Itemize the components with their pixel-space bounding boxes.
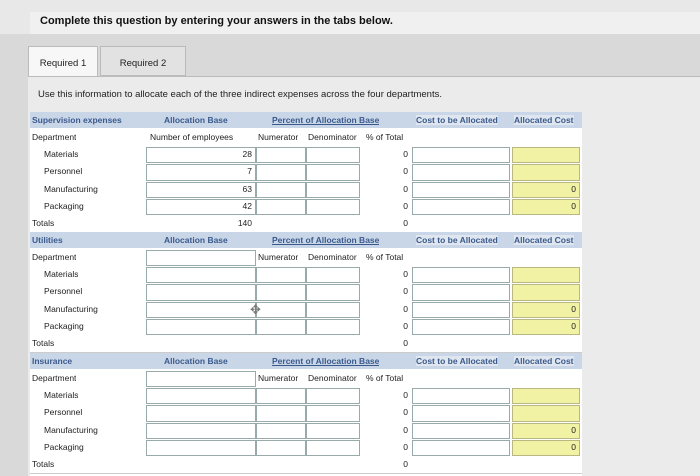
pct-total-label: % of Total (366, 373, 404, 383)
denominator-input[interactable] (306, 199, 360, 215)
numerator-input[interactable] (256, 147, 306, 163)
percent-allocation-header: Percent of Allocation Base (272, 115, 380, 125)
cost-to-be-allocated-input[interactable] (412, 147, 510, 163)
allocation-base-input[interactable] (146, 405, 256, 421)
denominator-input[interactable] (306, 319, 360, 335)
cost-to-be-allocated-input[interactable] (412, 164, 510, 180)
row-divider (30, 473, 582, 474)
section-title: Supervision expenses (32, 115, 122, 125)
denominator-label: Denominator (308, 373, 357, 383)
allocated-cost-header: Allocated Cost (514, 115, 574, 125)
allocated-cost-value: 0 (571, 441, 576, 452)
pct-total-value: 0 (403, 303, 408, 314)
pct-total-value: 0 (403, 183, 408, 194)
department-label: Department (32, 252, 77, 262)
numerator-input[interactable] (256, 302, 306, 318)
allocated-cost-cell (512, 405, 580, 421)
department-name: Materials (44, 149, 79, 160)
department-label: Department (32, 132, 77, 142)
department-name: Personnel (44, 166, 83, 177)
allocation-base-input[interactable] (146, 423, 256, 439)
department-name: Manufacturing (44, 303, 98, 314)
denominator-input[interactable] (306, 147, 360, 163)
move-cursor-icon: ✥ (250, 302, 261, 317)
allocation-base-header: Allocation Base (164, 356, 228, 366)
allocated-cost-header: Allocated Cost (514, 235, 574, 245)
allocated-cost-value: 0 (571, 200, 576, 211)
denominator-label: Denominator (308, 252, 357, 262)
allocation-base-value: 28 (242, 149, 252, 160)
denominator-input[interactable] (306, 267, 360, 283)
pct-total-value: 0 (403, 166, 408, 177)
numerator-input[interactable] (256, 284, 306, 300)
allocated-cost-value: 0 (571, 303, 576, 314)
allocation-table (30, 112, 582, 476)
tab-required-1[interactable]: Required 1 (28, 46, 98, 76)
cost-to-be-allocated-input[interactable] (412, 267, 510, 283)
allocation-base-input[interactable] (146, 371, 256, 387)
allocation-base-value: 42 (242, 200, 252, 211)
allocation-base-input[interactable] (146, 284, 256, 300)
percent-allocation-header: Percent of Allocation Base (272, 356, 380, 366)
cost-to-be-allocated-input[interactable] (412, 182, 510, 198)
tab-required-2[interactable]: Required 2 (100, 46, 186, 76)
allocated-cost-value: 0 (571, 183, 576, 194)
cost-to-be-allocated-header: Cost to be Allocated (416, 356, 498, 366)
allocation-base-input[interactable] (146, 440, 256, 456)
numerator-input[interactable] (256, 423, 306, 439)
denominator-input[interactable] (306, 423, 360, 439)
allocation-base-input[interactable] (146, 250, 256, 266)
pct-total-value: 0 (403, 390, 408, 401)
numerator-input[interactable] (256, 405, 306, 421)
department-name: Packaging (44, 200, 84, 211)
numerator-input[interactable] (256, 267, 306, 283)
allocated-cost-cell (512, 267, 580, 283)
total-base-value: 140 (237, 218, 252, 228)
allocation-base-input[interactable] (146, 302, 256, 318)
numerator-input[interactable] (256, 182, 306, 198)
department-name: Materials (44, 390, 79, 401)
numerator-input[interactable] (256, 199, 306, 215)
cost-to-be-allocated-header: Cost to be Allocated (416, 235, 498, 245)
instructions: Use this information to allocate each of the three indirect expenses across the four departments. (38, 89, 442, 100)
denominator-input[interactable] (306, 440, 360, 456)
numerator-input[interactable] (256, 319, 306, 335)
allocation-base-header: Allocation Base (164, 235, 228, 245)
cost-to-be-allocated-header: Cost to be Allocated (416, 115, 498, 125)
denominator-input[interactable] (306, 284, 360, 300)
pct-total-sum: 0 (403, 459, 408, 469)
pct-total-value: 0 (403, 424, 408, 435)
pct-total-value: 0 (403, 441, 408, 452)
percent-allocation-header: Percent of Allocation Base (272, 235, 380, 245)
allocation-base-input[interactable] (146, 319, 256, 335)
numerator-input[interactable] (256, 388, 306, 404)
allocation-base-input[interactable] (146, 388, 256, 404)
department-name: Personnel (44, 407, 83, 418)
denominator-input[interactable] (306, 182, 360, 198)
question-banner: Complete this question by entering your answers in the tabs below. (30, 12, 700, 34)
department-name: Packaging (44, 441, 84, 452)
numerator-input[interactable] (256, 440, 306, 456)
section-title: Insurance (32, 356, 73, 366)
cost-to-be-allocated-input[interactable] (412, 302, 510, 318)
allocation-base-input[interactable] (146, 267, 256, 283)
pct-total-value: 0 (403, 269, 408, 280)
pct-total-sum: 0 (403, 218, 408, 228)
numerator-label: Numerator (258, 132, 299, 142)
pct-total-value: 0 (403, 407, 408, 418)
numerator-label: Numerator (258, 252, 299, 262)
pct-total-value: 0 (403, 149, 408, 160)
allocated-cost-cell (512, 388, 580, 404)
allocated-cost-cell (512, 147, 580, 163)
denominator-input[interactable] (306, 302, 360, 318)
cost-to-be-allocated-input[interactable] (412, 405, 510, 421)
totals-label: Totals (32, 459, 55, 469)
department-name: Packaging (44, 320, 84, 331)
allocated-cost-value: 0 (571, 424, 576, 435)
cost-to-be-allocated-input[interactable] (412, 388, 510, 404)
denominator-input[interactable] (306, 164, 360, 180)
cost-to-be-allocated-input[interactable] (412, 423, 510, 439)
section-title: Utilities (32, 235, 63, 245)
department-name: Personnel (44, 286, 83, 297)
allocated-cost-cell (512, 164, 580, 180)
allocated-cost-cell (512, 284, 580, 300)
cost-to-be-allocated-input[interactable] (412, 284, 510, 300)
cost-to-be-allocated-input[interactable] (412, 319, 510, 335)
department-name: Manufacturing (44, 183, 98, 194)
pct-total-value: 0 (403, 200, 408, 211)
denominator-input[interactable] (306, 388, 360, 404)
department-name: Materials (44, 269, 79, 280)
allocation-base-header: Allocation Base (164, 115, 228, 125)
department-name: Manufacturing (44, 424, 98, 435)
cost-to-be-allocated-input[interactable] (412, 199, 510, 215)
denominator-label: Denominator (308, 132, 357, 142)
allocation-base-value: 7 (247, 166, 252, 177)
allocation-base-value: 63 (242, 183, 252, 194)
pct-total-value: 0 (403, 286, 408, 297)
pct-total-label: % of Total (366, 132, 404, 142)
allocated-cost-value: 0 (571, 320, 576, 331)
cost-to-be-allocated-input[interactable] (412, 440, 510, 456)
allocation-base-value: Number of employees (150, 132, 234, 142)
numerator-label: Numerator (258, 373, 299, 383)
pct-total-label: % of Total (366, 252, 404, 262)
pct-total-sum: 0 (403, 338, 408, 348)
denominator-input[interactable] (306, 405, 360, 421)
totals-label: Totals (32, 338, 55, 348)
numerator-input[interactable] (256, 164, 306, 180)
totals-label: Totals (32, 218, 55, 228)
pct-total-value: 0 (403, 320, 408, 331)
allocated-cost-header: Allocated Cost (514, 356, 574, 366)
department-label: Department (32, 373, 77, 383)
